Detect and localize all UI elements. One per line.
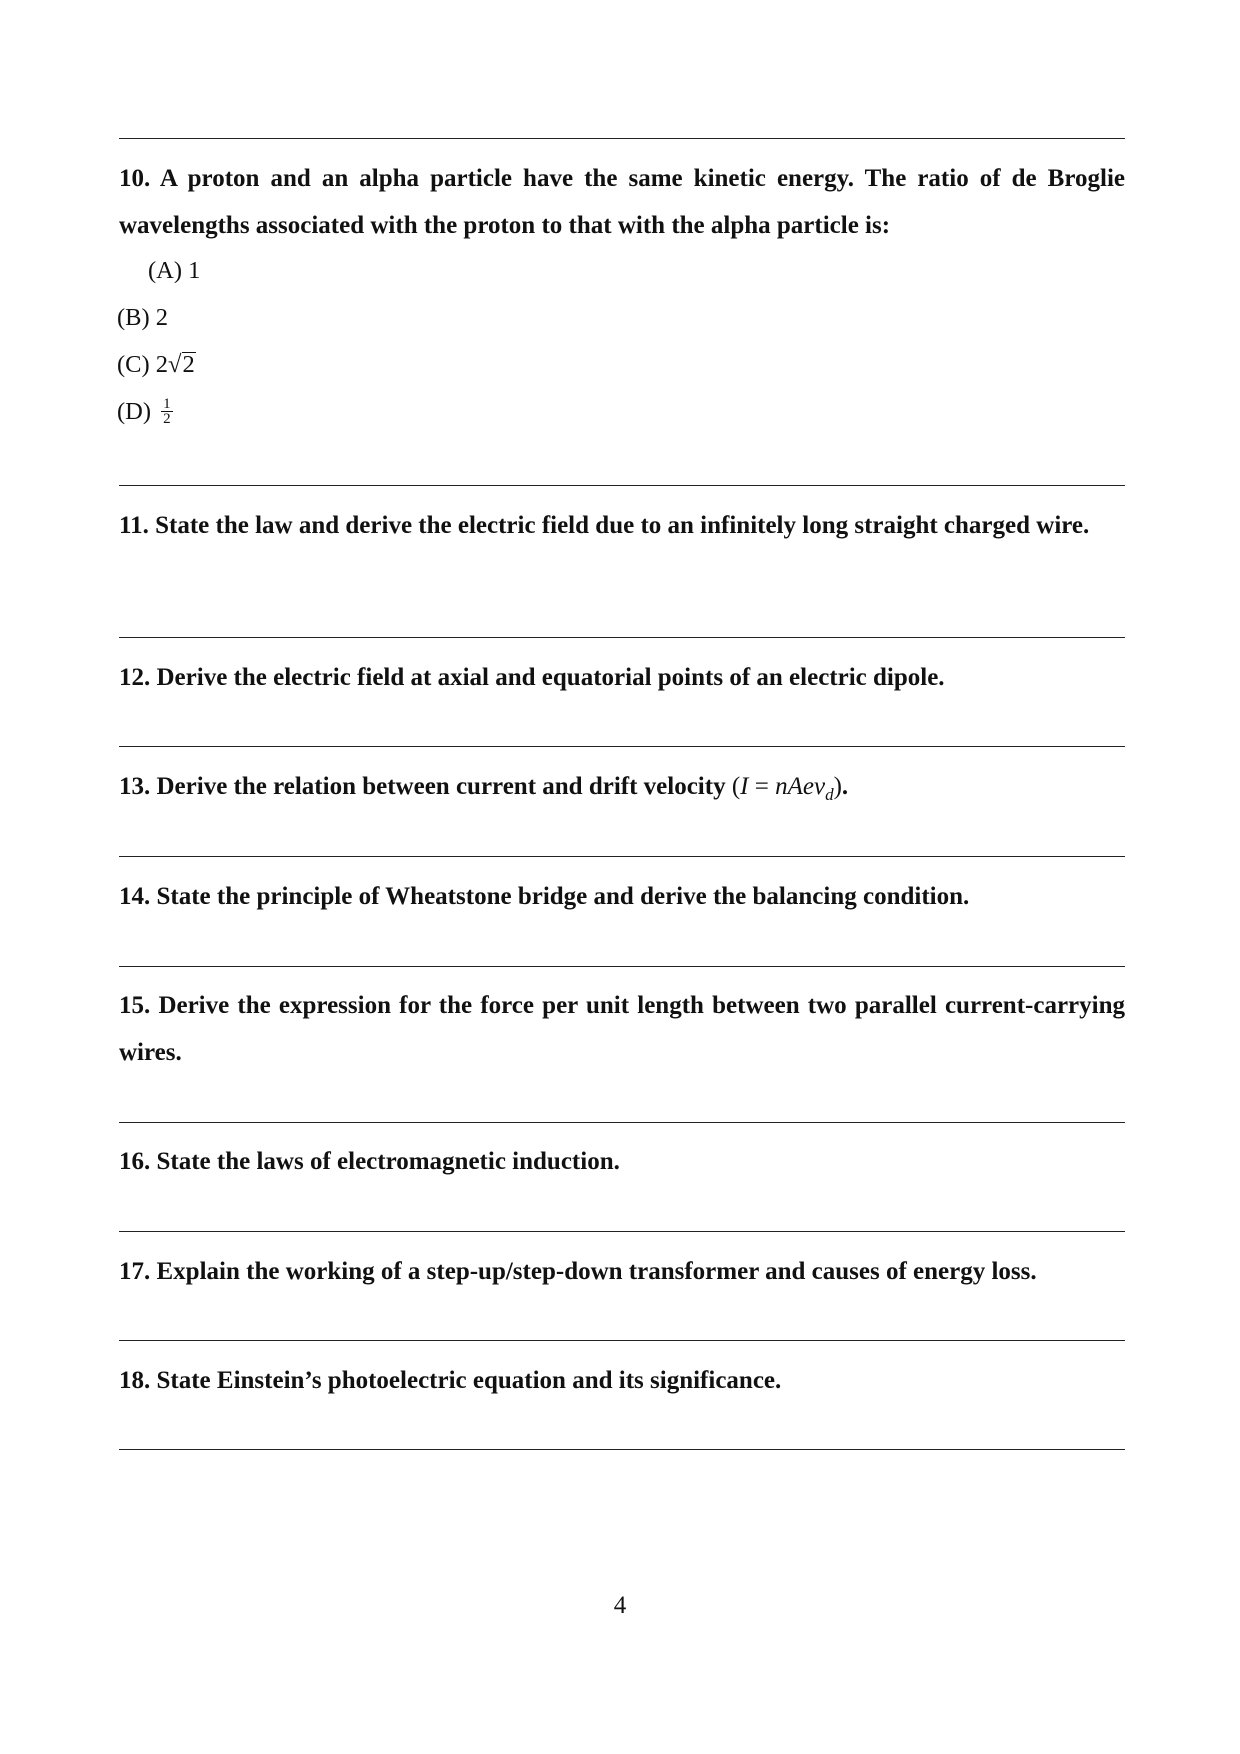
formula-close: ) [833,773,842,800]
question-text: Derive the expression for the force per unit length between two parallel current-carrying wires. [119,992,1125,1066]
option-value: 1 [188,257,201,284]
separator-top [119,138,1125,139]
radical-sign: √ [168,351,182,378]
formula-subscript: d [825,785,834,804]
option-value: 2 [155,304,169,331]
question-12 [119,654,1125,701]
question-15 [119,982,1125,1076]
option-c [117,350,196,380]
separator [119,1231,1125,1232]
question-number: 16. [119,1148,151,1175]
option-b [117,303,168,333]
question-number: 11. [119,512,149,539]
formula-open: ( [731,773,741,800]
formula-lhs: I [740,773,749,800]
option-label: (C) [117,351,150,378]
question-text: Derive the relation between current and drift velocity [156,773,726,800]
question-number: 15. [119,992,151,1019]
option-label: (A) [148,257,183,284]
radicand: 2 [182,351,195,378]
question-number: 12. [119,664,151,691]
separator [119,485,1125,486]
formula-equals: = [748,773,776,800]
question-18 [119,1357,1125,1404]
separator [119,966,1125,967]
question-17 [119,1248,1125,1295]
question-13 [119,763,1125,818]
question-end: . [841,773,849,800]
separator [119,1122,1125,1123]
question-text: State the principle of Wheatstone bridge and derive the balancing condition. [156,883,970,910]
denominator: 2 [163,410,171,427]
coefficient: 2 [155,351,169,378]
fraction [161,397,173,426]
question-number: 10. [119,165,151,192]
question-text: Explain the working of a step-up/step-down transformer and causes of energy loss. [156,1258,1037,1285]
question-text: A proton and an alpha particle have the same kinetic energy. The ratio of de Broglie wavelengths associated with the proton to that with the alpha particle is: [119,165,1125,239]
question-text: State the law and derive the electric field due to an infinitely long straight charged wire. [155,512,1090,539]
sqrt-expression [156,351,196,378]
question-number: 14. [119,883,151,910]
question-16 [119,1138,1125,1185]
square-root [168,350,196,380]
numerator: 1 [163,395,171,412]
formula [731,773,842,804]
question-text: Derive the electric field at axial and equatorial points of an electric dipole. [156,664,945,691]
question-11 [119,502,1125,549]
separator [119,1340,1125,1341]
separator [119,856,1125,857]
page-number: 4 [613,1592,627,1619]
option-a [148,256,200,286]
question-text: State Einstein’s photoelectric equation and its significance. [156,1367,782,1394]
formula-rhs: nAev [775,773,826,800]
separator-bottom [119,1449,1125,1450]
question-number: 13. [119,773,151,800]
question-number: 18. [119,1367,151,1394]
question-number: 17. [119,1258,151,1285]
question-14 [119,873,1125,920]
option-label: (B) [117,304,150,331]
separator [119,637,1125,638]
separator [119,746,1125,747]
option-label: (D) [117,398,152,425]
question-10 [119,155,1125,249]
question-text: State the laws of electromagnetic induction. [156,1148,620,1175]
option-d [117,397,173,428]
